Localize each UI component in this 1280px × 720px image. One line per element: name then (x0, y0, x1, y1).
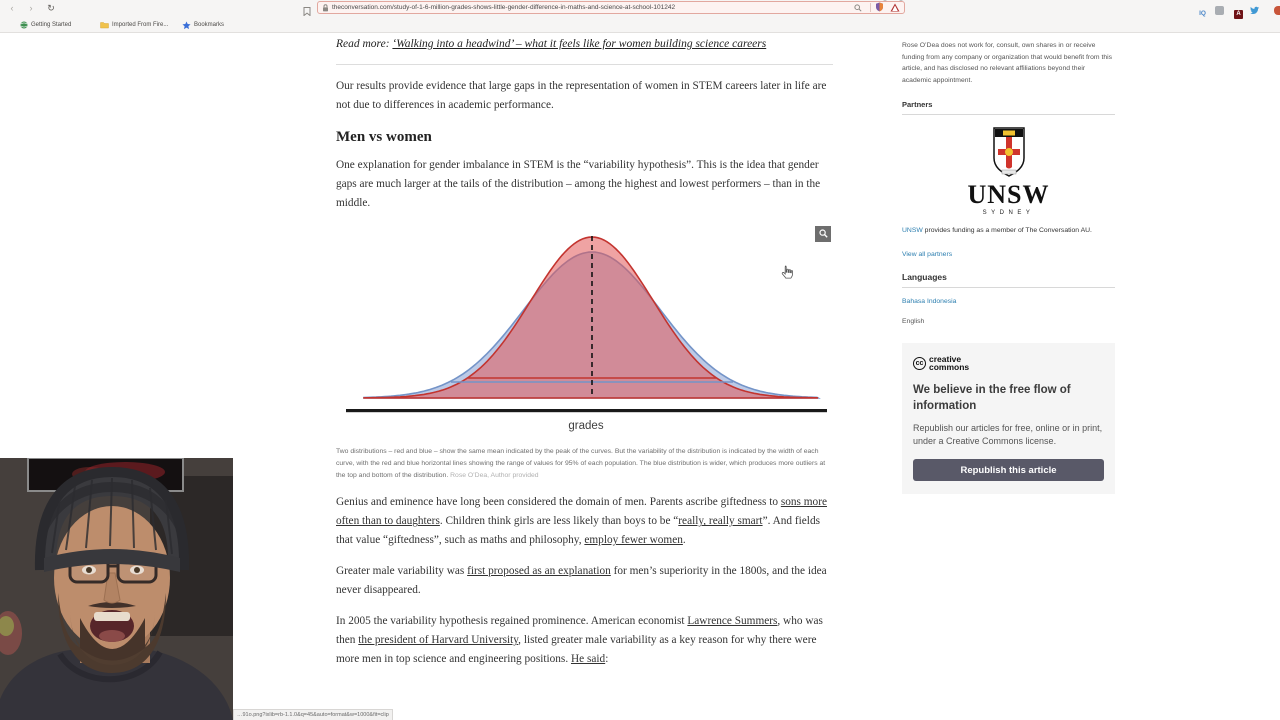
browser-chrome (0, 0, 1280, 33)
creative-commons-box (902, 343, 1115, 494)
article-divider (336, 64, 833, 65)
webcam-person (0, 458, 233, 720)
urlbar-divider (870, 3, 871, 12)
link-he-said[interactable]: He said (570, 653, 606, 666)
link-harvard-president[interactable]: the president of Harvard University (358, 634, 519, 647)
refresh-button[interactable]: ↻ (47, 3, 55, 13)
twitter-extension-icon[interactable] (1250, 2, 1260, 13)
languages-heading: Languages (902, 272, 1115, 288)
forward-button[interactable]: › (29, 3, 33, 13)
star-icon (182, 21, 191, 30)
funding-statement: UNSW provides funding as a member of The Conversation AU. (902, 227, 1092, 235)
x-axis (346, 409, 827, 412)
article-body (336, 34, 833, 681)
image-zoom-button[interactable] (815, 226, 831, 242)
url-text[interactable]: theconversation.com/study-of-1-6-million-grades-shows-little-gender-difference-in-maths-and-science-at-school-101242 (332, 4, 676, 11)
view-all-partners-link[interactable]: View all partners (902, 251, 953, 259)
read-more-label: Read more: (336, 38, 390, 50)
link-lawrence-summers[interactable]: Lawrence Summers (687, 615, 778, 628)
partial-extension-icon[interactable] (1274, 2, 1280, 13)
search-icon[interactable] (854, 0, 862, 17)
partners-heading: Partners (902, 100, 1115, 115)
x-axis-label: grades (568, 419, 604, 432)
read-more-link[interactable]: ‘Walking into a headwind’ – what it feels like for women building science careers (392, 38, 767, 50)
unsw-link[interactable]: UNSW (902, 227, 923, 235)
bookmark-getting-started[interactable]: Getting Started (20, 19, 71, 31)
paragraph-variability: One explanation for gender imbalance in STEM is the “variability hypothesis”. This is the idea that gender gaps are much larger at the tails of the distribution – among the highest and lowest performers – than in the middle. (336, 158, 821, 209)
bookmarks-toolbar (0, 17, 1280, 33)
bookmark-imported-folder[interactable]: Imported From Fire... (100, 19, 168, 31)
folder-icon (100, 21, 109, 29)
back-button[interactable]: ‹ (10, 3, 14, 13)
read-more-block (336, 34, 833, 54)
navigation-toolbar (0, 0, 1280, 16)
paragraph-2005: In 2005 the variability hypothesis regained prominence. American economist Lawrence Summers, who was then the president of Harvard University, listed greater male variability as a key reason for why there were more men in top science and engineering positions. He said: (336, 615, 823, 666)
lock-icon (322, 0, 329, 17)
url-bar[interactable] (317, 1, 905, 14)
cc-icon: cc (913, 357, 926, 370)
figure-caption: Two distributions – red and blue – show the same mean indicated by the peak of the curves. But the variability of the distribution is indicated by the width of each curve, with the red and blue horizontal lines showing the range of values for 95% of each population. The blue distribution is wider, which produces more outliers at the top and bottom of the distribution. Rose O’Dea, Author provided (336, 447, 826, 479)
status-url-tooltip: …91o.png?ixlib=rb-1.1.0&q=45&auto=format&w=1000&fit=clip (233, 709, 393, 720)
sidebar (902, 40, 1115, 494)
webcam-overlay (0, 458, 233, 720)
language-bahasa-link[interactable]: Bahasa Indonesia (902, 298, 957, 306)
acrobat-extension-icon[interactable]: A (1234, 2, 1243, 13)
paragraph-results: Our results provide evidence that large gaps in the representation of women in STEM careers later in life are not due to differences in academic performance. (336, 79, 827, 111)
magnifier-icon (819, 229, 828, 238)
language-english: English (902, 317, 925, 325)
link-sons-daughters[interactable]: sons more often than to daughters (336, 496, 827, 528)
author-disclosure: Rose O’Dea does not work for, consult, own shares in or receive funding from any company or organization that would benefit from this article, and has disclosed no relevant affiliations beyond their academic appointment. (902, 42, 1113, 84)
paragraph-male-variability: Greater male variability was first proposed as an explanation for men’s superiority in the 1800s, and the idea never disappeared. (336, 565, 827, 597)
link-first-proposed[interactable]: first proposed as an explanation (467, 565, 611, 578)
iq-extension-icon[interactable]: IQ (1199, 10, 1206, 17)
paragraph-genius: Genius and eminence have long been considered the domain of men. Parents ascribe giftedness to sons more often than to daughters. Children think girls are less likely than boys to be “really, really smart”. And fields that value “giftedness”, such as maths and philosophy, employ fewer women. (336, 496, 827, 547)
adblock-triangle-extension-icon[interactable] (890, 0, 900, 17)
cc-heading: We believe in the free flow of information (913, 384, 1071, 412)
link-really-smart[interactable]: really, really smart (678, 515, 763, 528)
unsw-sydney-label: SYDNEY (982, 210, 1035, 217)
gray-extension-icon[interactable] (1215, 2, 1224, 13)
link-employ-fewer-women[interactable]: employ fewer women (584, 534, 683, 547)
unsw-shield-icon (990, 127, 1028, 179)
cc-body-text: Republish our articles for free, online or in print, under a Creative Commons license. (913, 423, 1103, 447)
unsw-wordmark: UNSW (967, 180, 1050, 210)
creative-commons-logo: cc creative commons (913, 355, 1104, 371)
distribution-chart (336, 225, 833, 435)
section-heading: Men vs women (336, 128, 432, 145)
privacy-shield-extension-icon[interactable] (875, 0, 884, 17)
globe-icon (20, 21, 28, 29)
bookmark-bookmarks[interactable]: Bookmarks (182, 19, 224, 31)
unsw-logo[interactable] (902, 127, 1115, 216)
distribution-figure[interactable] (336, 225, 833, 440)
mouse-pointer-cursor (781, 265, 794, 285)
figure-credit: Rose O’Dea, Author provided (450, 471, 539, 479)
red-curve (364, 237, 818, 398)
republish-article-button[interactable]: Republish this article (913, 459, 1104, 481)
